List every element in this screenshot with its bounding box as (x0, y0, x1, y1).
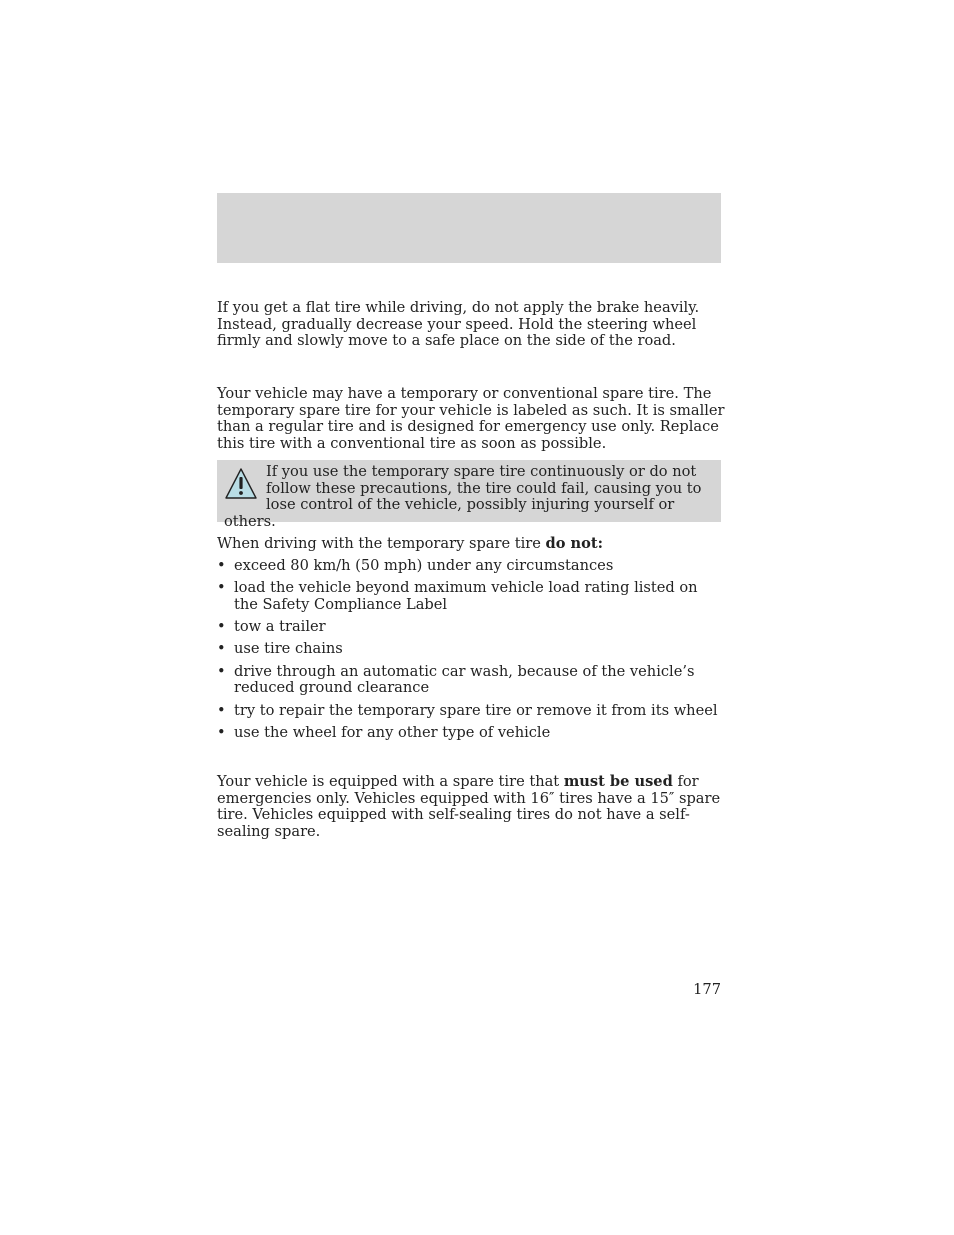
list-item (217, 664, 722, 697)
bullet-dot: • (217, 723, 226, 741)
flat-tire-paragraph: If you get a flat tire while driving, do not apply the brake heavily. Instead, gradually decrease your speed. Hold the steering wheel firmly and slowly move to a safe place on the side of the road. (217, 299, 700, 350)
list-item-text: drive through an automatic car wash, because of the vehicle’s reduced ground clearance (234, 662, 695, 697)
do-not-intro (217, 536, 727, 553)
list-item-text: use tire chains (234, 640, 343, 658)
equipped-text-after: for emergencies only. Vehicles equipped with 16″ tires have a 15″ spare tire. Vehicles equipped with self-sealing tires do not have a self-sealing spare. (217, 773, 721, 840)
bullet-dot: • (217, 579, 226, 597)
page-number: 177 (693, 981, 721, 998)
warning-box (217, 460, 721, 530)
list-item-text: tow a trailer (234, 618, 326, 636)
do-not-intro-text: When driving with the temporary spare tire (217, 535, 541, 552)
bullet-dot: • (217, 557, 226, 574)
bullet-dot: • (217, 701, 226, 719)
equipped-text-before: Your vehicle is equipped with a spare tire that (217, 773, 560, 790)
equipped-emphasis: must be used (563, 773, 673, 790)
section-header-band (217, 193, 721, 263)
bullet-dot: • (217, 662, 226, 680)
list-item (217, 558, 722, 575)
list-item (217, 619, 722, 636)
bullet-dot: • (217, 618, 226, 636)
list-item-text: use the wheel for any other type of vehicle (234, 723, 551, 741)
warning-text: If you use the temporary spare tire continuously or do not follow these precautions, the tire could fail, causing you to lose control of the vehicle, possibly injuring yourself or others. (224, 463, 702, 530)
list-item-text: load the vehicle beyond maximum vehicle load rating listed on the Safety Compliance Label (234, 579, 698, 613)
do-not-list (217, 558, 722, 747)
bullet-dot: • (217, 640, 226, 658)
spare-tire-intro-paragraph: Your vehicle may have a temporary or conventional spare tire. The temporary spare tire for your vehicle is labeled as such. It is smaller than a regular tire and is designed for emergency use only. Replace this tire with a conventional tire as soon as possible. (217, 385, 725, 452)
list-item (217, 580, 722, 613)
list-item (217, 725, 722, 742)
list-item-text: try to repair the temporary spare tire or remove it from its wheel (234, 701, 718, 719)
spare-equipped-paragraph (217, 774, 727, 840)
do-not-emphasis: do not: (545, 535, 604, 552)
list-item (217, 703, 722, 720)
warning-triangle-icon (224, 467, 258, 501)
list-item (217, 641, 722, 658)
list-item-text: exceed 80 km/h (50 mph) under any circumstances (234, 557, 614, 574)
